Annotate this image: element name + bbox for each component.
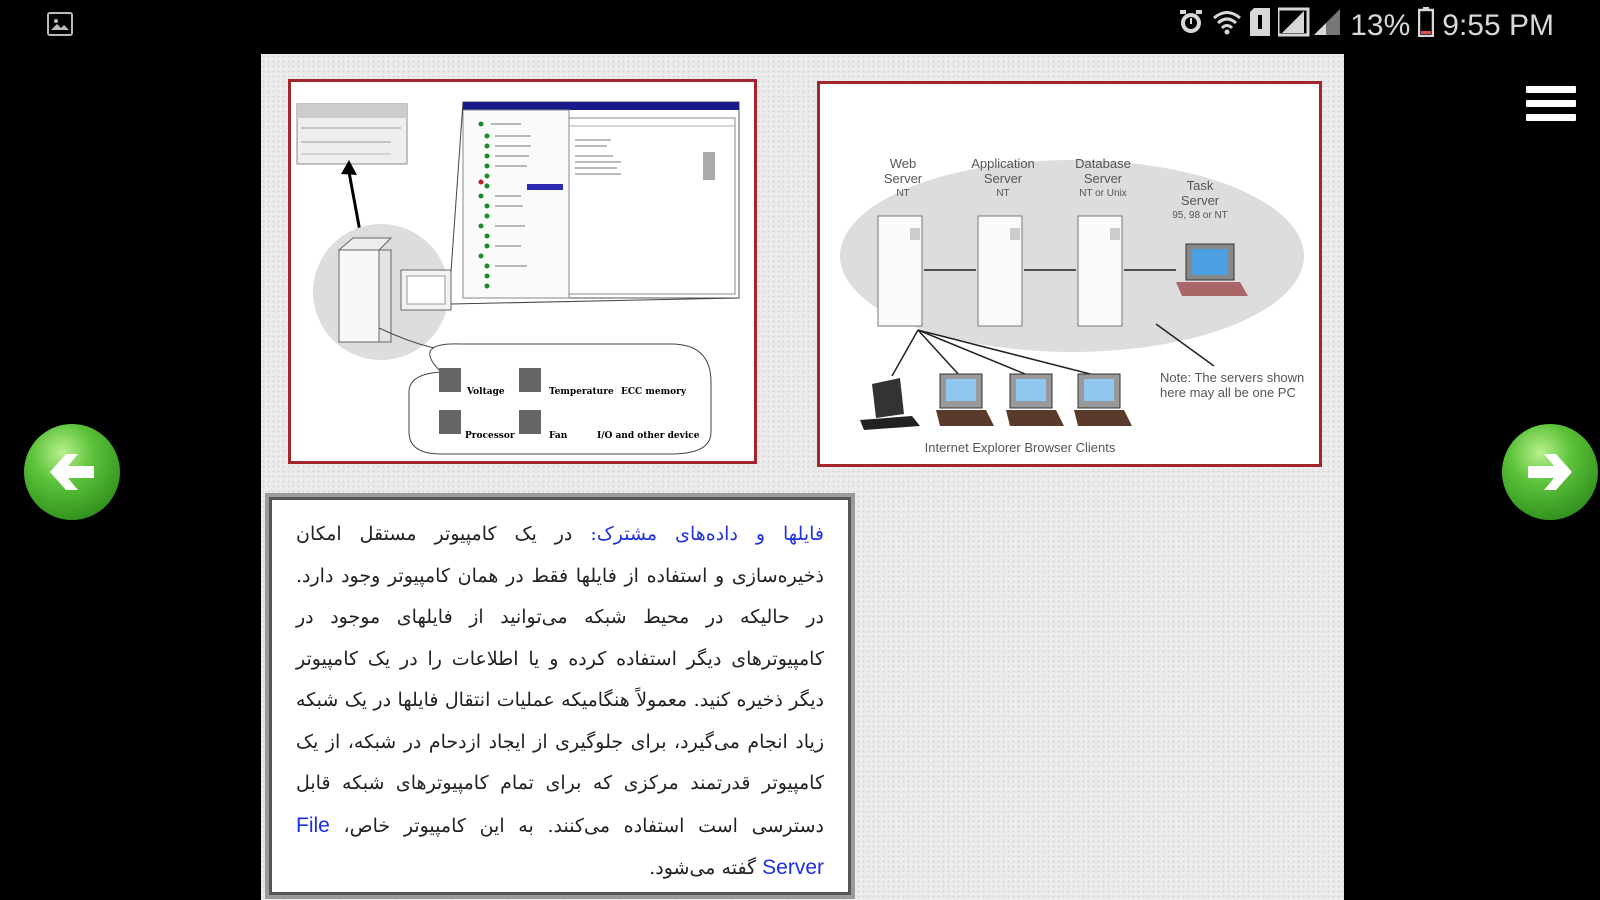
servers-note: Note: The servers shown here may all be one PC bbox=[1160, 370, 1305, 400]
content-page bbox=[261, 54, 1344, 900]
clock-time: 9:55 PM bbox=[1442, 9, 1554, 42]
clients-caption: Internet Explorer Browser Clients bbox=[924, 440, 1116, 455]
article-text-box bbox=[269, 497, 851, 895]
back-arrow-icon bbox=[42, 442, 102, 502]
gallery-icon bbox=[47, 12, 73, 36]
sensor-processor-label: Processor bbox=[465, 431, 515, 441]
previous-page-button[interactable] bbox=[24, 424, 120, 520]
menu-icon[interactable] bbox=[1526, 86, 1576, 128]
web-server-label: Web Server NT bbox=[883, 156, 923, 199]
forward-arrow-icon bbox=[1520, 442, 1580, 502]
article-title: فایلها و داده‌های مشترک: bbox=[590, 523, 824, 545]
article-body-1: در یک کامپیوتر مستقل امکان ذخیره‌سازی و استفاده از فایلها فقط در همان کامپیوتر وجود دارد. در حالیکه در محیط شبکه می‌توانید از فایلهای موجود در کامپیوترهای دیگر استفاده کرده و یا اطلاعات را در یک کامپیوتر دیگر ذخیره کنید. معمولاً هنگامیکه عملیات انتقال فایلها در یک شبکه زیاد انجام می‌گیرد، برای جلوگیری از ایجاد ازدحام در شبکه، از یک کامپیوتر قدرتمند مرکزی که برای تمام کامپیوترهای شبکه قابل دسترسی است استفاده می‌کنند. به این کامپیوتر خاص، bbox=[296, 523, 824, 837]
battery-percent: 13% bbox=[1350, 9, 1411, 42]
article-paragraph bbox=[296, 514, 824, 890]
sim-icon bbox=[1250, 8, 1270, 44]
server-architecture-figure bbox=[817, 81, 1322, 467]
status-icons bbox=[1178, 10, 1554, 42]
server-towers bbox=[878, 216, 1122, 326]
battery-icon bbox=[1418, 7, 1434, 45]
wifi-icon bbox=[1212, 9, 1242, 43]
status-bar bbox=[0, 0, 1600, 52]
database-server-label: Database Server NT or Unix bbox=[1075, 156, 1131, 199]
signal-icon bbox=[1278, 7, 1342, 45]
task-server-label: Task Server 95, 98 or NT bbox=[1172, 178, 1228, 221]
sensor-temperature-label: Temperature bbox=[549, 387, 614, 397]
sensor-io-label: I/O and other device bbox=[597, 431, 700, 441]
alarm-icon bbox=[1178, 8, 1204, 44]
article-body-2: گفته می‌شود. bbox=[649, 857, 763, 879]
sensor-voltage-label: Voltage bbox=[467, 387, 505, 397]
server-monitoring-figure bbox=[288, 79, 757, 464]
server-monitoring-diagram bbox=[291, 82, 754, 461]
sensor-ecc-label: ECC memory bbox=[621, 387, 687, 397]
sensor-fan-label: Fan bbox=[549, 431, 568, 441]
file-server-term: File Server bbox=[296, 813, 824, 879]
server-architecture-diagram bbox=[820, 84, 1319, 464]
application-server-label: Application Server NT bbox=[971, 156, 1035, 199]
next-page-button[interactable] bbox=[1502, 424, 1598, 520]
